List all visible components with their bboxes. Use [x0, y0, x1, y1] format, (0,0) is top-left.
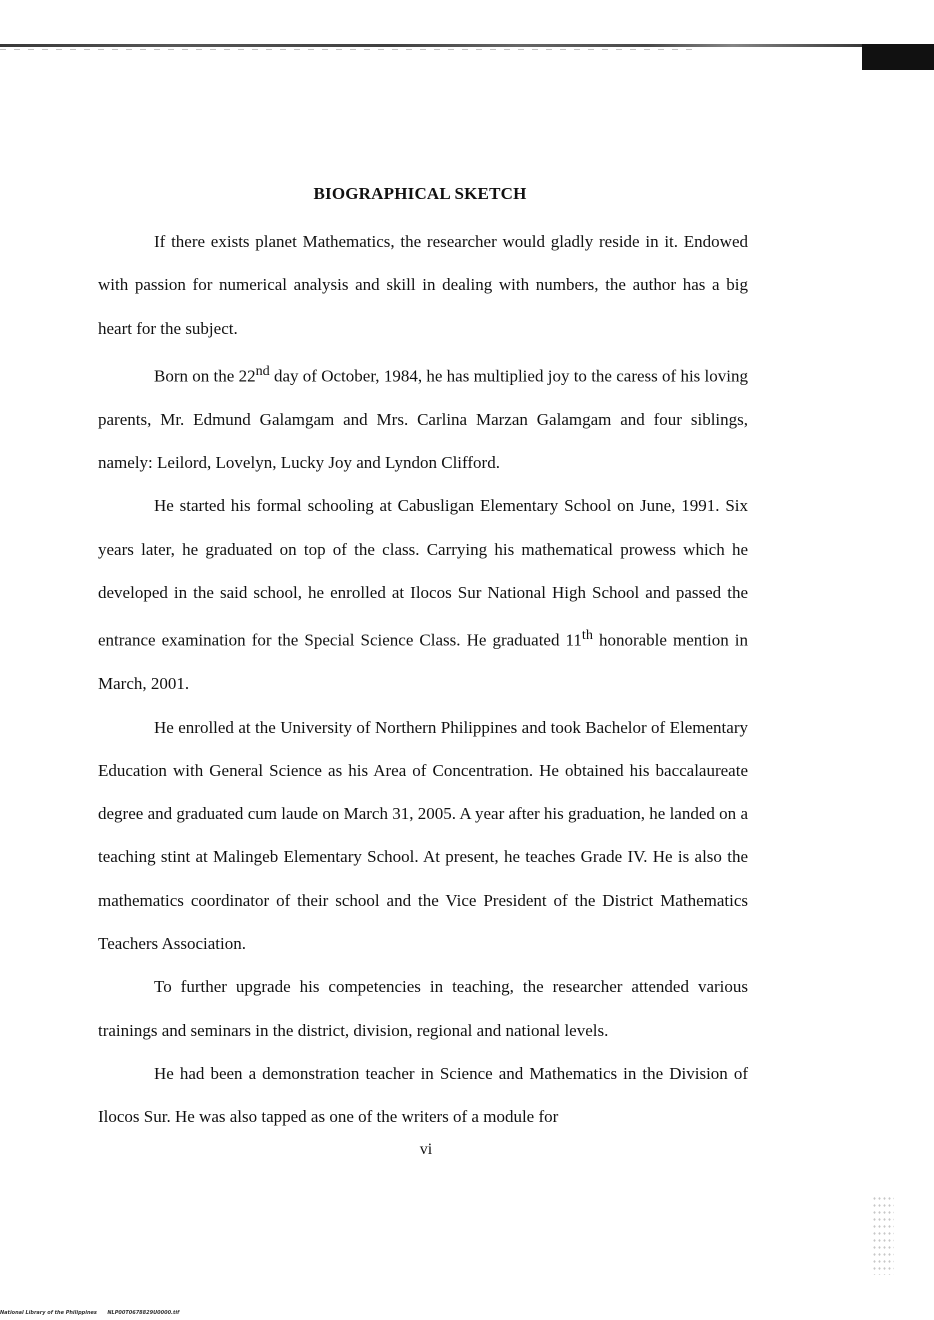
paragraph-6: He had been a demonstration teacher in Science and Mathematics in the Division of Ilocos Sur. He was also tapped as one of the writers of a module for	[98, 1063, 748, 1127]
page-number: vi	[419, 1141, 433, 1158]
paragraph-3: He started his formal schooling at Cabusligan Elementary School on June, 1991. Six years later, he graduated on top of the class. Carrying his mathematical prowess which he developed in the said school, he enrolled at Ilocos Sur National High School and passed the entrance examination for the Special Science Class. He graduated 11th honorable mention in March, 2001.	[98, 496, 748, 694]
page-title: BIOGRAPHICAL SKETCH	[313, 184, 527, 203]
scan-footer	[0, 1310, 179, 1316]
paragraph-5: To further upgrade his competencies in teaching, the researcher attended various trainings and seminars in the district, division, regional and national levels.	[98, 977, 748, 1040]
scan-speckles	[872, 1195, 894, 1275]
footer-file-code: NLP00T0678829U0000.tif	[107, 1310, 180, 1316]
paragraph-1: If there exists planet Mathematics, the researcher would gladly reside in it. Endowed with passion for numerical analysis and skill in dealing with numbers, the author has a big heart for the subject.	[98, 232, 748, 338]
paragraph-4: He enrolled at the University of Northern Philippines and took Bachelor of Elementary Education with General Science as his Area of Concentration. He obtained his baccalaureate degree and graduated cum laude on March 31, 2005. A year after his graduation, he landed on a teaching stint at Malingeb Elementary School. At present, he teaches Grade IV. He is also the mathematics coordinator of their school and the Vice President of the District Mathematics Teachers Association.	[98, 717, 748, 954]
footer-library: National Library of the Philippines	[0, 1310, 97, 1316]
scan-top-edge-thin	[0, 49, 700, 50]
scan-corner-block	[862, 44, 934, 70]
body-text	[98, 220, 748, 1139]
paragraph-2: Born on the 22nd day of October, 1984, he has multiplied joy to the caress of his loving parents, Mr. Edmund Galamgam and Mrs. Carlina Marzan Galamgam and four siblings, namely: Leilord, Lovelyn, Lucky Joy and Lyndon Clifford.	[98, 362, 748, 473]
scan-top-edge	[0, 44, 862, 47]
